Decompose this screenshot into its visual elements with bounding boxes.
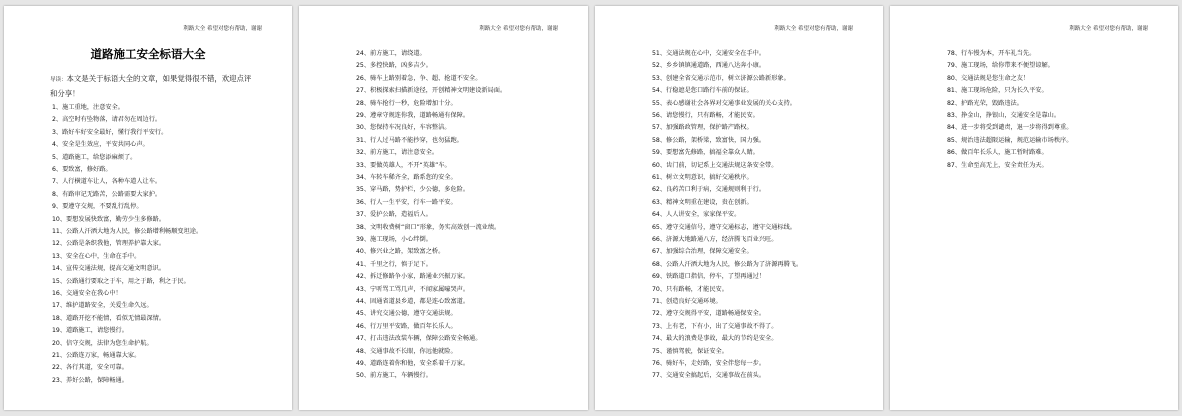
slogan-line: 15、公路通行要取之于车，用之于路，利之于民。 bbox=[52, 277, 190, 285]
slogan-line: 54、行稳遮是您口路行车前的保证。 bbox=[652, 87, 753, 95]
slogan-line: 75、谨慎驾驶，保证安全。 bbox=[652, 347, 728, 355]
slogan-line: 7、人行横道车让人，各种车道人让车。 bbox=[52, 178, 162, 186]
slogan-line: 56、请您慢行，只有路畅，才能民安。 bbox=[652, 112, 759, 119]
slogan-line: 66、济源大地路通八方，经济腾飞百业兴旺。 bbox=[652, 236, 778, 243]
slogan-line: 20、信守交规，法律为您生命护航。 bbox=[52, 339, 153, 347]
page-header: 利路大全 希望对您有帮助，谢谢 bbox=[183, 26, 262, 32]
slogan-line: 3、路好车好安全最好，懂行我行平安行。 bbox=[52, 128, 168, 136]
slogan-line: 71、创造良好交通环境。 bbox=[652, 298, 722, 305]
slogan-line: 29、遵章守规连你我，道路畅通有保障。 bbox=[356, 112, 470, 119]
slogan-line: 39、施工现场，小心绊倒。 bbox=[356, 236, 432, 243]
slogan-line: 87、生命至高无上，安全责任为天。 bbox=[947, 161, 1048, 169]
slogan-line: 41、千里之行，慎于足下。 bbox=[356, 260, 432, 268]
slogan-line: 44、固通省道县乡道，都是连心致富道。 bbox=[356, 298, 470, 305]
slogan-line: 40、修兴业之路，架致富之桥。 bbox=[356, 248, 445, 256]
slogan-line: 28、骑车抢行一秒，危险增加十分。 bbox=[356, 99, 457, 107]
slogan-line: 84、进一步将受到谴责，退一步将得到尊重。 bbox=[947, 124, 1073, 132]
slogan-line: 85、规治违法超限运输，规范运输市场秩序。 bbox=[947, 136, 1073, 144]
slogan-line: 33、要做英雄人，不开“英雄”车。 bbox=[356, 161, 451, 169]
intro-text: 本文是关于标语大全的文章，如果觉得很不错，欢迎点评和分享！ bbox=[50, 74, 252, 98]
slogan-line: 4、安全是生效应，平安共同心声。 bbox=[52, 141, 149, 149]
slogan-line: 67、加强综合治理，保障交通安全。 bbox=[652, 248, 753, 256]
slogan-line: 9、要遵守交规，不要乱行乱停。 bbox=[52, 203, 143, 211]
slogan-line: 31、行人过马路不能抄穿，也勿猛跑。 bbox=[356, 136, 463, 144]
document-page-2 bbox=[299, 6, 588, 410]
slogan-line: 42、拆迁修路争小家，路通业兴振万家。 bbox=[356, 273, 470, 281]
slogan-line: 52、乡乡镇镇通道路，西通八达奔小康。 bbox=[652, 62, 766, 70]
slogan-line: 73、上有老，下有小，出了交通事故不得了。 bbox=[652, 322, 778, 330]
slogan-line: 16、交通安全在我心中！ bbox=[52, 290, 122, 297]
slogan-line: 68、公路人汗洒大地为人民，修公路为了济源再腾飞。 bbox=[652, 260, 803, 268]
slogan-line: 35、穿马路，势护栏，少公德，多危险。 bbox=[356, 186, 470, 194]
slogan-line: 65、遵守交通信号，遵守交通标志，遵守交通标线。 bbox=[652, 223, 796, 231]
slogan-line: 37、爱护公路，造福后人。 bbox=[356, 211, 432, 219]
slogan-line: 70、只有路畅，才能民安。 bbox=[652, 285, 728, 293]
page-header: 利路大全 希望对您有帮助，谢谢 bbox=[774, 26, 853, 32]
slogan-line: 32、前方施工，请注意安全。 bbox=[356, 149, 439, 157]
document-page-1 bbox=[4, 6, 292, 410]
slogan-line: 58、修公路，架桥梁，致富快，国力强。 bbox=[652, 136, 766, 144]
slogan-line: 78、行车慢为本，开车礼当先。 bbox=[947, 50, 1036, 57]
slogan-line: 61、树立文明意识，搞好交通秩序。 bbox=[652, 174, 753, 181]
slogan-line: 21、公路连万家，畅通靠大家。 bbox=[52, 352, 141, 359]
slogan-line: 38、文明收费树“窗口”形象，务实高效创一流业绩。 bbox=[356, 223, 501, 231]
slogan-line: 48、交通事故不长眼，你远他就险。 bbox=[356, 347, 457, 355]
slogan-line: 49、道路连着你和他，安全系着千万家。 bbox=[356, 360, 470, 367]
slogan-line: 5、道路施工，给您添麻烦了。 bbox=[52, 153, 137, 161]
document-title: 道路施工安全标语大全 bbox=[90, 47, 206, 61]
slogan-line: 55、表心感谢社会各界对交通事业发展的关心支持。 bbox=[652, 99, 796, 107]
slogan-line: 25、多控快路，凶多吉少。 bbox=[356, 62, 432, 70]
slogan-line: 8、有路审记无路苦，公路需要大家护。 bbox=[52, 190, 162, 198]
page-header: 利路大全 希望对您有帮助，谢谢 bbox=[1069, 26, 1148, 32]
document-page-4 bbox=[890, 6, 1178, 410]
slogan-line: 34、车转车稀齐全，路系您的安全。 bbox=[356, 174, 457, 181]
slogan-line: 11、公路人汗洒大地为人民，修公路增利畅顺变坦途。 bbox=[52, 228, 203, 235]
slogan-line: 77、交通安全搞起后，交通事故在前头。 bbox=[652, 372, 766, 380]
slogan-line: 64、人人讲安全，家家保平安。 bbox=[652, 211, 741, 219]
slogan-line: 46、行万里平安路，做百年长乐人。 bbox=[356, 322, 457, 330]
slogan-line: 18、道路开挖不能情，看似无情最深情。 bbox=[52, 314, 166, 322]
slogan-line: 50、前方施工，车辆慢行。 bbox=[356, 372, 432, 380]
slogan-line: 2、高空时有坠物落，请君勿在周边行。 bbox=[52, 116, 162, 124]
document-intro bbox=[50, 72, 258, 100]
slogan-line: 24、前方施工，请绕道。 bbox=[356, 50, 426, 57]
slogan-line: 80、交通法规是您生命之友！ bbox=[947, 74, 1030, 82]
slogan-line: 60、齿门前，切记系上交通法规这条安全带。 bbox=[652, 161, 778, 169]
intro-lead: 导读： bbox=[50, 77, 67, 83]
slogan-line: 6、要致富，修好路。 bbox=[52, 166, 112, 173]
slogan-line: 79、施工现场，给你带来不便望谅解。 bbox=[947, 62, 1054, 70]
slogan-line: 22、各行其道，安全可靠。 bbox=[52, 364, 128, 372]
slogan-line: 72、遵守交规得平安，道路畅通保安全。 bbox=[652, 310, 766, 318]
slogan-line: 23、养好公路，保障畅通。 bbox=[52, 376, 128, 384]
slogan-line: 86、做百年长乐人，施工暂时路难。 bbox=[947, 149, 1048, 157]
slogan-line: 19、道路施工，请您慢行。 bbox=[52, 327, 128, 335]
slogan-line: 83、挣金山，挣银山，交通安全是靠山。 bbox=[947, 112, 1061, 119]
slogan-line: 69、铁路道口指信，停车，了望再通过！ bbox=[652, 273, 766, 281]
slogan-line: 51、交通法规在心中，交通安全在手中。 bbox=[652, 50, 766, 57]
slogan-line: 53、创建全省交通示范市，树立济源公路新形象。 bbox=[652, 74, 790, 82]
slogan-line: 74、最大的浪费是事故，最大的节约是安全。 bbox=[652, 335, 778, 343]
slogan-line: 36、行人一生平安，行车一路平安。 bbox=[356, 198, 457, 206]
slogan-line: 45、讲究交通公德，遵守交通法规。 bbox=[356, 310, 457, 318]
slogan-line: 10、要想发展快致富，勤劳少生多修路。 bbox=[52, 215, 166, 223]
slogan-line: 57、加强路政管理，保护路产路权。 bbox=[652, 124, 753, 132]
slogan-line: 59、要想富先修路，搞福全靠众人睛。 bbox=[652, 149, 759, 157]
page-header: 利路大全 希望对您有帮助，谢谢 bbox=[479, 26, 558, 32]
slogan-line: 27、积极探索扫描新途径，开创精神文明建设新局面。 bbox=[356, 87, 507, 95]
slogan-line: 17、维护道路安全，关爱生命久远。 bbox=[52, 302, 153, 310]
slogan-line: 76、骑好车，走好路，安全伴您每一步。 bbox=[652, 360, 766, 367]
slogan-line: 14、宣传交通法规，提高交通文明意识。 bbox=[52, 265, 166, 273]
document-page-3 bbox=[595, 6, 883, 410]
slogan-line: 13、安全在心中，生命在手中。 bbox=[52, 252, 141, 260]
slogan-line: 47、打击违法改装车辆，保障公路安全畅通。 bbox=[356, 335, 482, 343]
slogan-line: 81、施工现场危险，只为长久平安。 bbox=[947, 87, 1048, 95]
slogan-line: 62、良药苦口利于病，交通规则利于行。 bbox=[652, 186, 766, 194]
slogan-line: 63、精神文明重在建设，贵在创新。 bbox=[652, 198, 753, 206]
slogan-line: 26、骑车上路别着急，争、超、抢道不安全。 bbox=[356, 74, 482, 82]
slogan-line: 82、护路光荣，毁路违法。 bbox=[947, 99, 1023, 107]
slogan-line: 43、宁听骂工骂几声，不闻家属嚎哭声。 bbox=[356, 285, 470, 293]
slogan-line: 1、施工重地，注意安全。 bbox=[52, 104, 124, 111]
slogan-line: 12、公路是条织我他，管理养护靠大家。 bbox=[52, 240, 166, 248]
slogan-line: 30、您保持车况良好，车容整洁。 bbox=[356, 124, 451, 132]
